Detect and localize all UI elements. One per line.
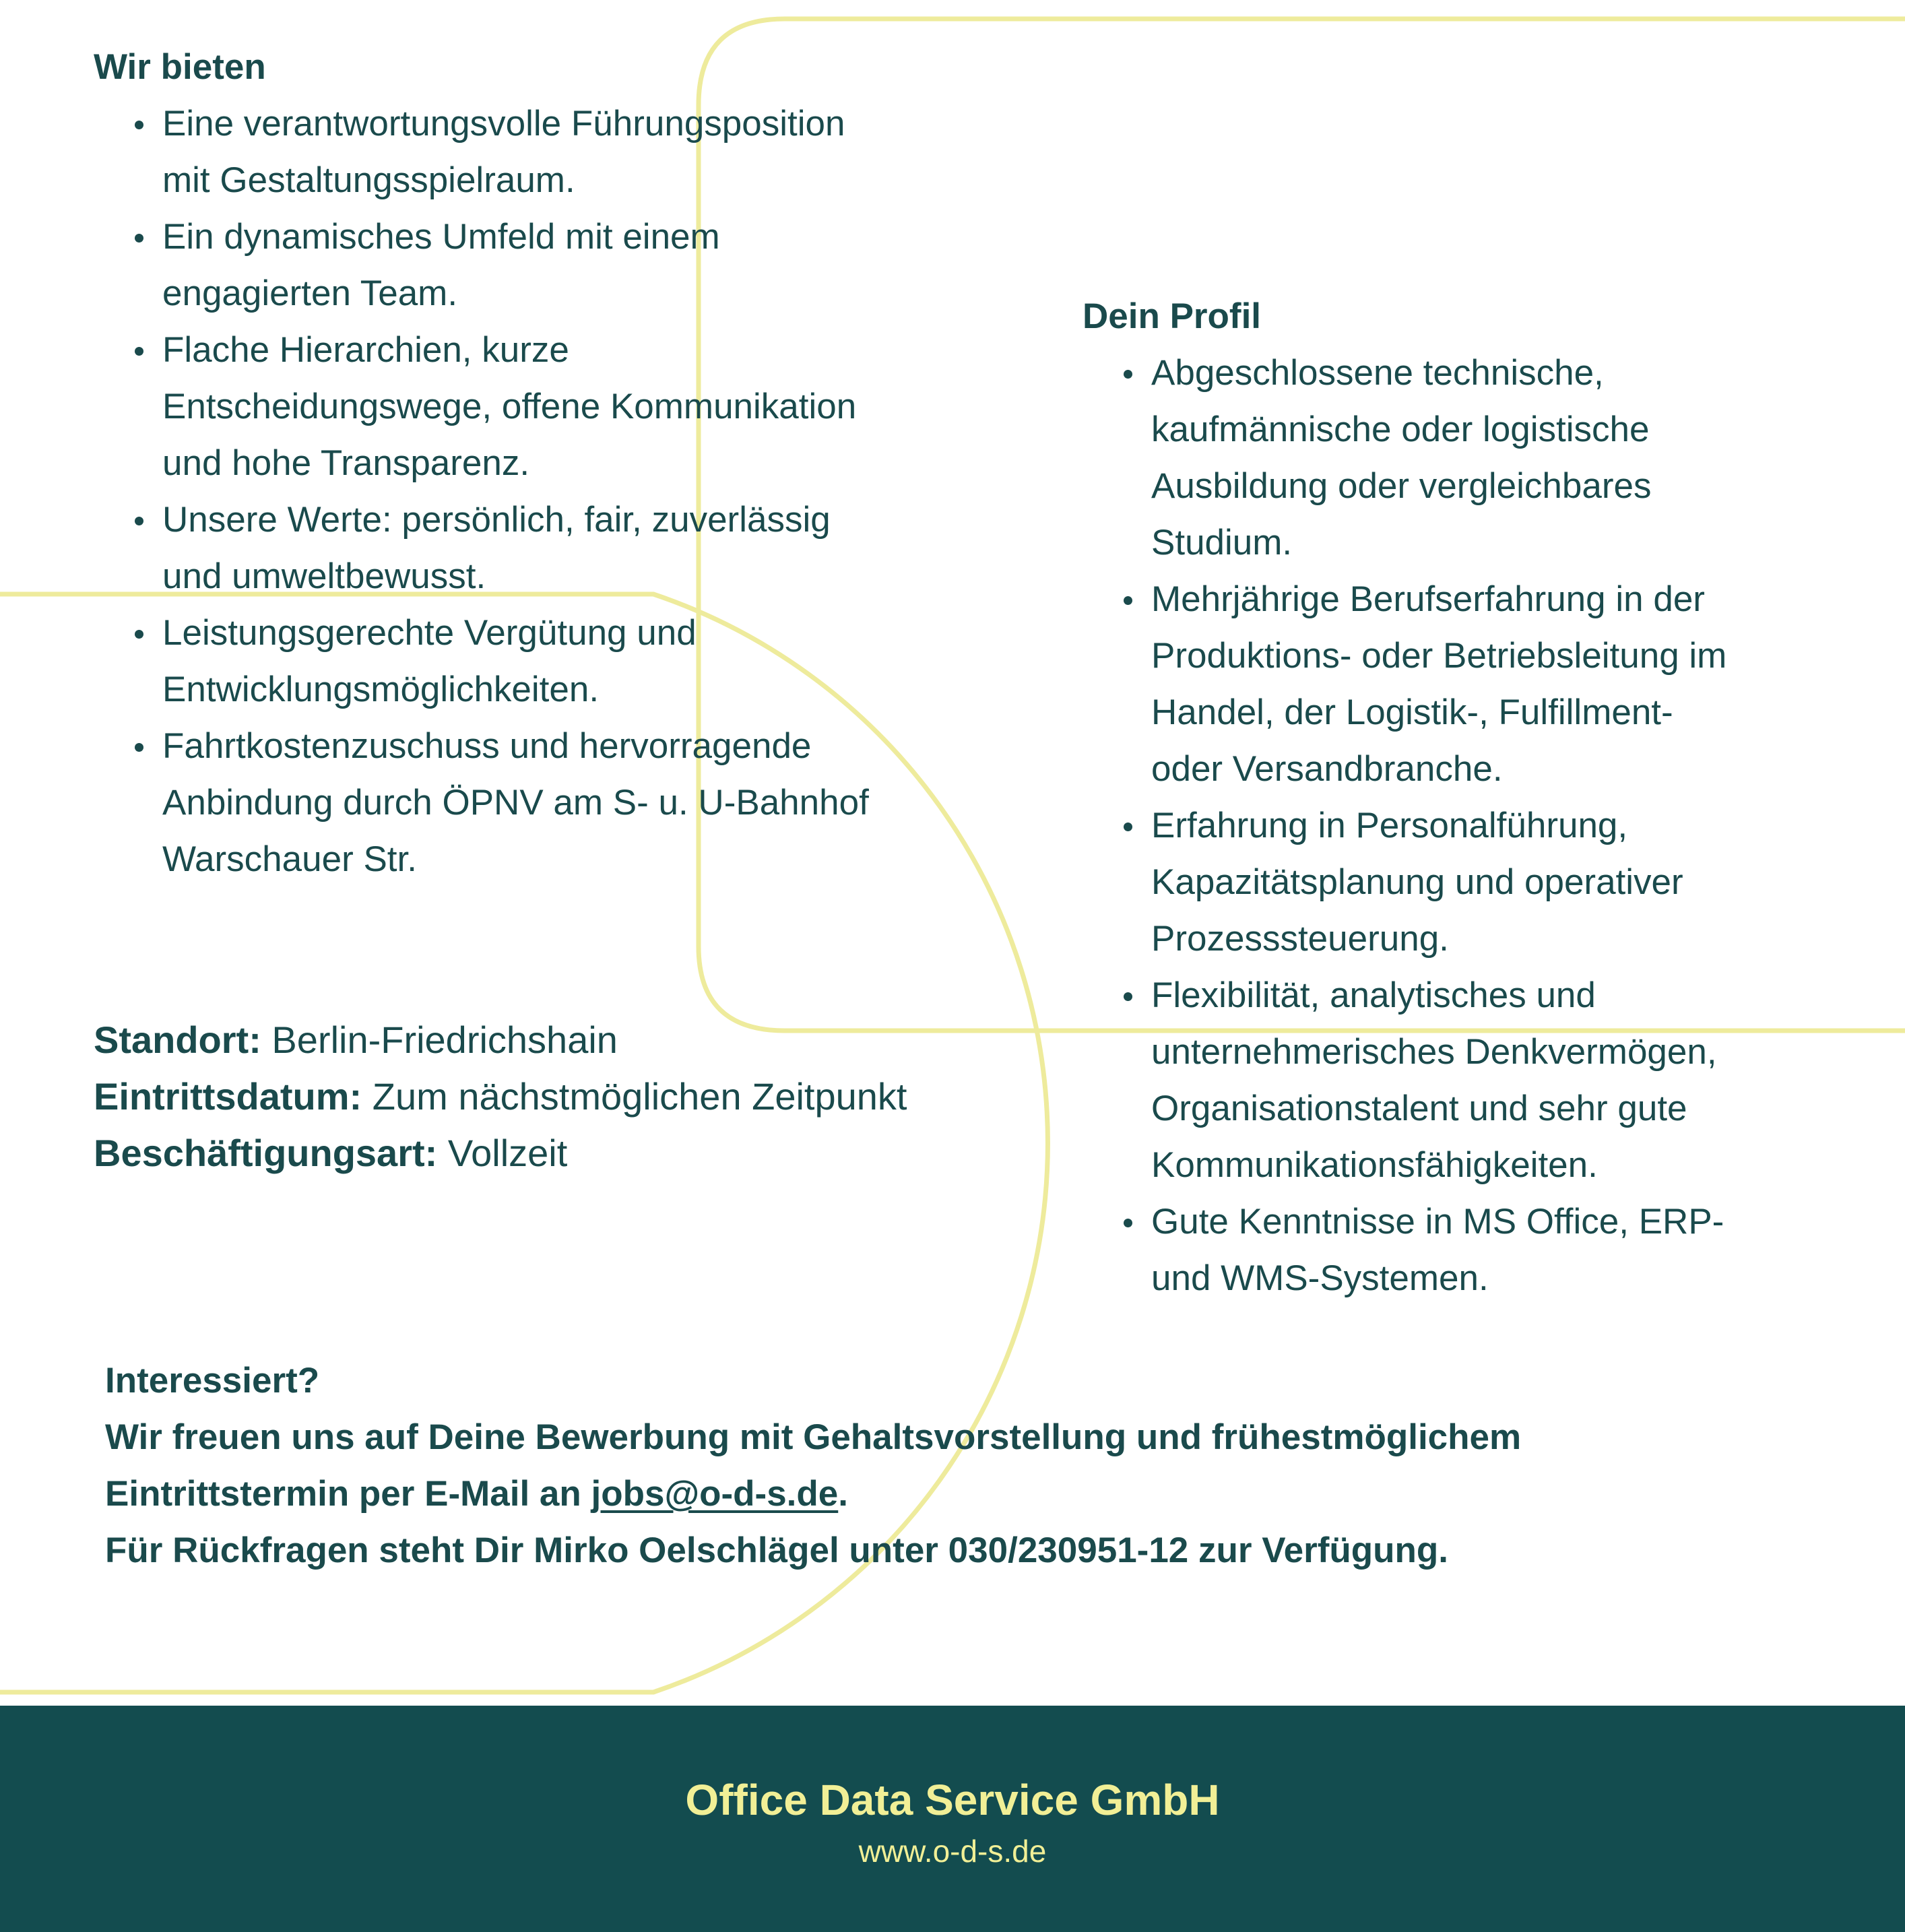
offer-item-line: engagierten Team. [162, 273, 458, 313]
offer-heading: Wir bieten [94, 47, 266, 87]
location-value: Berlin-Friedrichshain [261, 1019, 618, 1061]
profile-item-line: Kommunikationsfähigkeiten. [1151, 1145, 1598, 1185]
bullet-icon [1124, 1219, 1132, 1227]
profile-item-line: Gute Kenntnisse in MS Office, ERP- [1151, 1202, 1724, 1242]
company-name: Office Data Service GmbH [685, 1776, 1220, 1824]
profile-item-line: Studium. [1151, 523, 1293, 562]
bullet-icon [135, 743, 143, 752]
offer-item [94, 718, 1037, 888]
start-date-line [94, 1068, 907, 1125]
offer-item-line: Eine verantwortungsvolle Führungsposition [162, 104, 845, 143]
job-info [94, 1012, 907, 1182]
offer-item-line: und umweltbewusst. [162, 556, 486, 596]
footer [0, 1706, 1905, 1932]
profile-item [1083, 345, 1891, 571]
bullet-icon [1124, 992, 1132, 1001]
website-link[interactable]: www.o-d-s.de [858, 1834, 1047, 1869]
location-line [94, 1012, 907, 1068]
cta-email-prefix: Eintrittstermin per E-Mail an [105, 1474, 591, 1514]
profile-item-line: Kapazitätsplanung und operativer [1151, 862, 1683, 902]
offer-item-line: Entscheidungswege, offene Kommunikation [162, 387, 857, 426]
profile-item-line: Organisationstalent und sehr gute [1151, 1089, 1687, 1128]
profile-item [1083, 798, 1891, 967]
cta-question: Interessiert? [105, 1361, 320, 1400]
profile-list [1083, 345, 1891, 1307]
profile-item-line: Handel, der Logistik-, Fulfillment- [1151, 693, 1673, 732]
profile-item-line: Erfahrung in Personalführung, [1151, 806, 1628, 845]
bullet-icon [135, 630, 143, 639]
profile-item-line: Flexibilität, analytisches und [1151, 975, 1596, 1015]
start-date-value: Zum nächstmöglichen Zeitpunkt [362, 1075, 907, 1118]
profile-item-line: Prozesssteuerung. [1151, 919, 1449, 959]
bullet-icon [135, 234, 143, 243]
offer-item-line: und hohe Transparenz. [162, 443, 530, 483]
offer-item-line: mit Gestaltungsspielraum. [162, 160, 575, 200]
employment-type-label: Beschäftigungsart: [94, 1132, 438, 1174]
offer-item-line: Leistungsgerechte Vergütung und [162, 613, 697, 653]
email-link[interactable]: jobs@o-d-s.de [591, 1474, 839, 1514]
profile-heading: Dein Profil [1083, 296, 1262, 336]
start-date-label: Eintrittsdatum: [94, 1075, 362, 1118]
profile-item-line: unternehmerisches Denkvermögen, [1151, 1032, 1717, 1072]
offer-item [94, 492, 1037, 605]
offer-list [94, 96, 1037, 888]
offer-item-line: Anbindung durch ÖPNV am S- u. U-Bahnhof [162, 783, 869, 823]
employment-type-value: Vollzeit [437, 1132, 568, 1174]
profile-item [1083, 1194, 1891, 1307]
bullet-icon [135, 347, 143, 356]
profile-section [1083, 288, 1891, 1307]
offer-item-line: Unsere Werte: persönlich, fair, zuverlässig [162, 500, 831, 540]
offer-item [94, 605, 1037, 718]
profile-item [1083, 967, 1891, 1194]
bullet-icon [1124, 596, 1132, 605]
offer-section [94, 39, 1037, 888]
contact-section [105, 1353, 1521, 1579]
offer-item-line: Flache Hierarchien, kurze [162, 330, 569, 370]
offer-item [94, 209, 1037, 322]
profile-item [1083, 571, 1891, 798]
profile-item-line: Mehrjährige Berufserfahrung in der [1151, 579, 1705, 619]
profile-item-line: Ausbildung oder vergleichbares [1151, 466, 1652, 506]
offer-item-line: Fahrtkostenzuschuss und hervorragende [162, 726, 812, 766]
profile-item-line: Abgeschlossene technische, [1151, 353, 1604, 393]
offer-item [94, 96, 1037, 209]
cta-phone-line: Für Rückfragen steht Dir Mirko Oelschlägel unter 030/230951-12 zur Verfügung. [105, 1531, 1448, 1570]
profile-item-line: und WMS-Systemen. [1151, 1258, 1489, 1298]
offer-item-line: Entwicklungsmöglichkeiten. [162, 670, 600, 709]
profile-item-line: kaufmännische oder logistische [1151, 410, 1650, 449]
location-label: Standort: [94, 1019, 261, 1061]
offer-item [94, 322, 1037, 492]
bullet-icon [1124, 823, 1132, 831]
bullet-icon [135, 517, 143, 525]
bullet-icon [1124, 370, 1132, 379]
profile-item-line: oder Versandbranche. [1151, 749, 1503, 789]
bullet-icon [135, 121, 143, 129]
employment-type-line [94, 1125, 907, 1182]
offer-item-line: Ein dynamisches Umfeld mit einem [162, 217, 720, 257]
profile-item-line: Produktions- oder Betriebsleitung im [1151, 636, 1727, 676]
cta-email-suffix: . [838, 1474, 848, 1514]
cta-application-text: Wir freuen uns auf Deine Bewerbung mit Gehaltsvorstellung und frühestmöglichem [105, 1417, 1522, 1457]
offer-item-line: Warschauer Str. [162, 839, 417, 879]
cta-email-line [105, 1466, 1521, 1522]
